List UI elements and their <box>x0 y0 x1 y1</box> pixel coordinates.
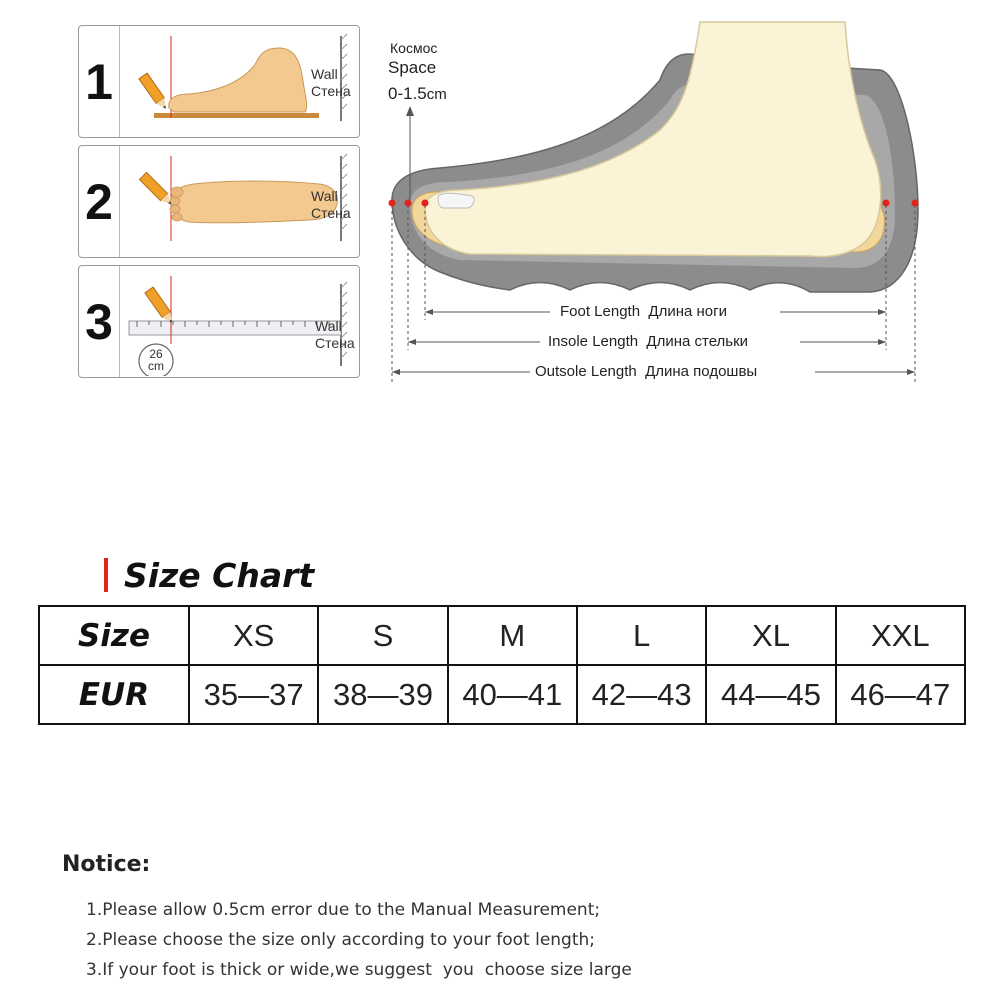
table-cell: S <box>318 606 447 665</box>
step-number: 1 <box>79 26 120 137</box>
table-cell: 46—47 <box>836 665 965 724</box>
title-accent-bar <box>104 558 108 592</box>
notice-title: Notice: <box>62 852 151 877</box>
table-cell: XXL <box>836 606 965 665</box>
measure-readout: 26 cm <box>148 347 164 373</box>
step-number: 3 <box>79 266 120 377</box>
notice-line: 2.Please choose the size only according to your foot length; <box>86 930 596 950</box>
table-cell: 38—39 <box>318 665 447 724</box>
insole-length-label: Insole Length Длина стельки <box>548 333 749 350</box>
size-chart-title: Size Chart <box>104 552 314 598</box>
wall-label: Wall Стена <box>311 66 351 99</box>
table-cell: 40—41 <box>448 665 577 724</box>
notice-line: 3.If your foot is thick or wide,we suggest you choose size large <box>86 960 632 980</box>
row-label-eur: EUR <box>39 665 189 724</box>
wall-label: Wall Стена <box>311 188 351 221</box>
step-number: 2 <box>79 146 120 257</box>
table-cell: XS <box>189 606 318 665</box>
toe-nail <box>438 193 474 208</box>
table-cell: L <box>577 606 706 665</box>
row-label-size: Size <box>39 606 189 665</box>
table-cell: 35—37 <box>189 665 318 724</box>
step-panel-1 <box>78 25 360 138</box>
space-value: 0-1.5cm <box>388 84 447 103</box>
space-label-en: Space <box>388 58 437 77</box>
table-cell: XL <box>706 606 835 665</box>
outsole-length-label: Outsole Length Длина подошвы <box>535 363 758 380</box>
table-cell: 42—43 <box>577 665 706 724</box>
wall-label: Wall Стена <box>315 318 355 351</box>
foot-length-label: Foot Length Длина ноги <box>560 303 727 320</box>
space-label-ru: Космос <box>390 40 438 56</box>
table-row <box>39 665 965 724</box>
foot-shape <box>425 22 881 257</box>
table-cell: 44—45 <box>706 665 835 724</box>
table-cell: M <box>448 606 577 665</box>
step-panel-3 <box>78 265 360 378</box>
notice-line: 1.Please allow 0.5cm error due to the Manual Measurement; <box>86 900 601 920</box>
step-panel-2 <box>78 145 360 258</box>
table-row <box>39 606 965 665</box>
size-table <box>38 605 966 725</box>
